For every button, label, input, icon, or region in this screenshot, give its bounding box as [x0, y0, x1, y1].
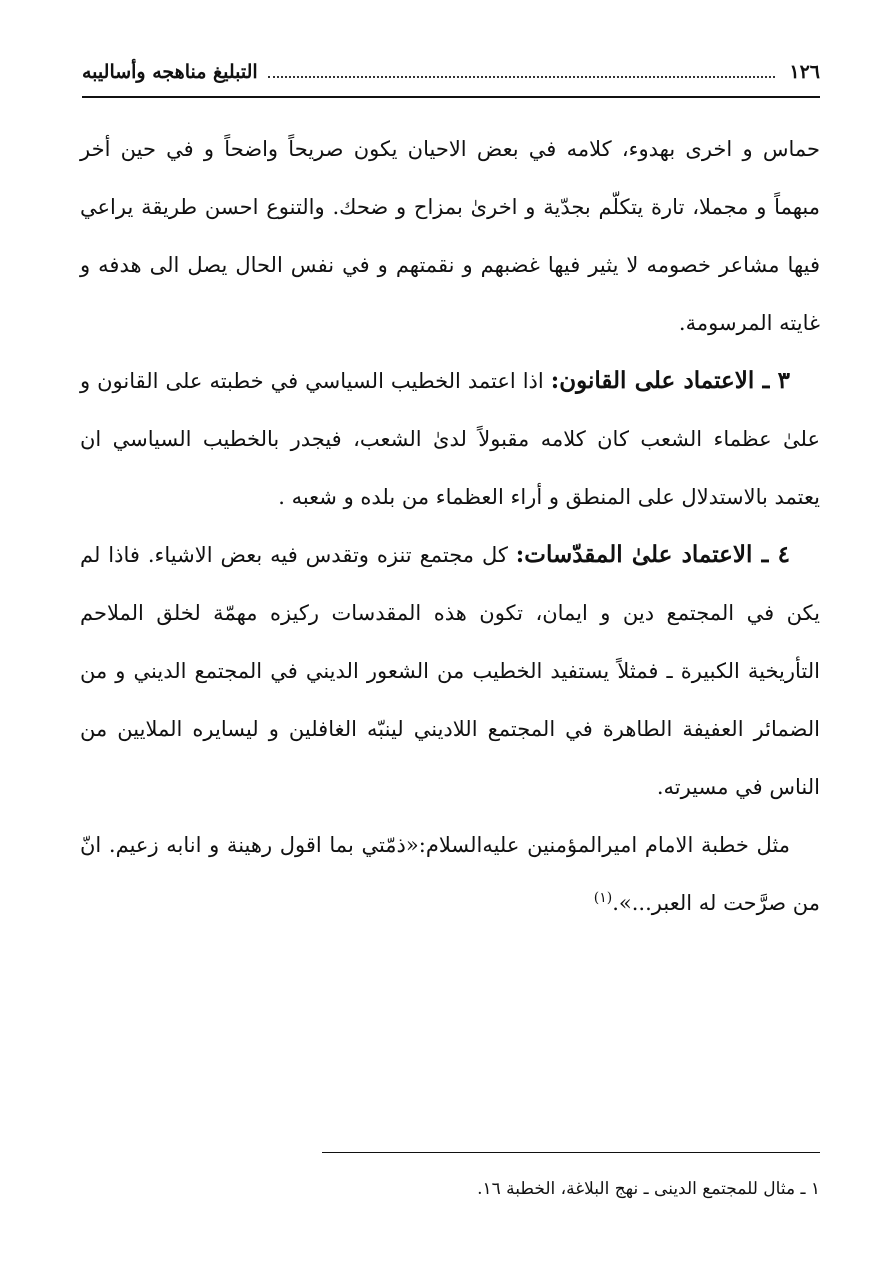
- header-rule: [82, 96, 820, 98]
- body-text: [80, 120, 820, 932]
- footnote-rule: [322, 1152, 820, 1153]
- paragraph-continuation: [80, 120, 820, 352]
- book-title: التبليغ مناهجه وأساليبه: [82, 61, 258, 83]
- footnote-text: ١ ـ مثال للمجتمع الدينى ـ نهج البلاغة، الخطبة ١٦.: [477, 1179, 820, 1199]
- paragraph-text: اذا اعتمد الخطيب السياسي في خطبته على القانون و علىٰ عظماء الشعب كان كلامه مقبولاً لدىٰ الشعب، فيجدر بالخطيب السياسي ان يعتمد بالاستدلال على المنطق و أراء العظماء من بلده و شعبه .: [80, 369, 820, 509]
- running-header: [82, 52, 820, 92]
- paragraph-sacred: [80, 526, 820, 816]
- paragraph-quote: [80, 816, 820, 932]
- section-heading-law: ٣ ـ الاعتماد على القانون:: [550, 367, 790, 394]
- page-number: ١٢٦: [789, 61, 820, 83]
- header-dot-leader: [268, 76, 776, 78]
- paragraph-text: كل مجتمع تنزه وتقدس فيه بعض الاشياء. فاذا لم يكن في المجتمع دين و ايمان، تكون هذه المقدسات ركيزه مهمّة لخلق الملاحم التأريخية الكبيرة ـ فمثلاً يستفيد الخطيب من الشعور الديني في المجتمع الديني و من الضمائر العفيفة الطاهرة في المجتمع اللاديني لينبّه الغافلين و ليسايره الملايين من الناس في مسيرته.: [80, 543, 820, 799]
- footnote: [82, 1174, 820, 1204]
- paragraph-text: حماس و اخرى بهدوء، كلامه في بعض الاحيان يكون صريحاً واضحاً و في حين أخر مبهماً و مجملا، تارة يتكلّم بجدّية و اخرىٰ بمزاح و ضحك. والتنوع احسن طريقة يراعي فيها مشاعر خصومه لا يثير فيها غضبهم و نقمتهم و في نفس الحال يصل الى هدفه و غايته المرسومة.: [80, 137, 820, 335]
- paragraph-law: [80, 352, 820, 526]
- quote-text: مثل خطبة الامام اميرالمؤمنين عليه‌السلام:«ذمّتي بما اقول رهينة و انابه زعيم. انّ من صرَّحت له العبر...».: [80, 833, 820, 915]
- footnote-reference: (١): [593, 890, 613, 906]
- section-heading-sacred: ٤ ـ الاعتماد علىٰ المقدّسات:: [515, 541, 790, 568]
